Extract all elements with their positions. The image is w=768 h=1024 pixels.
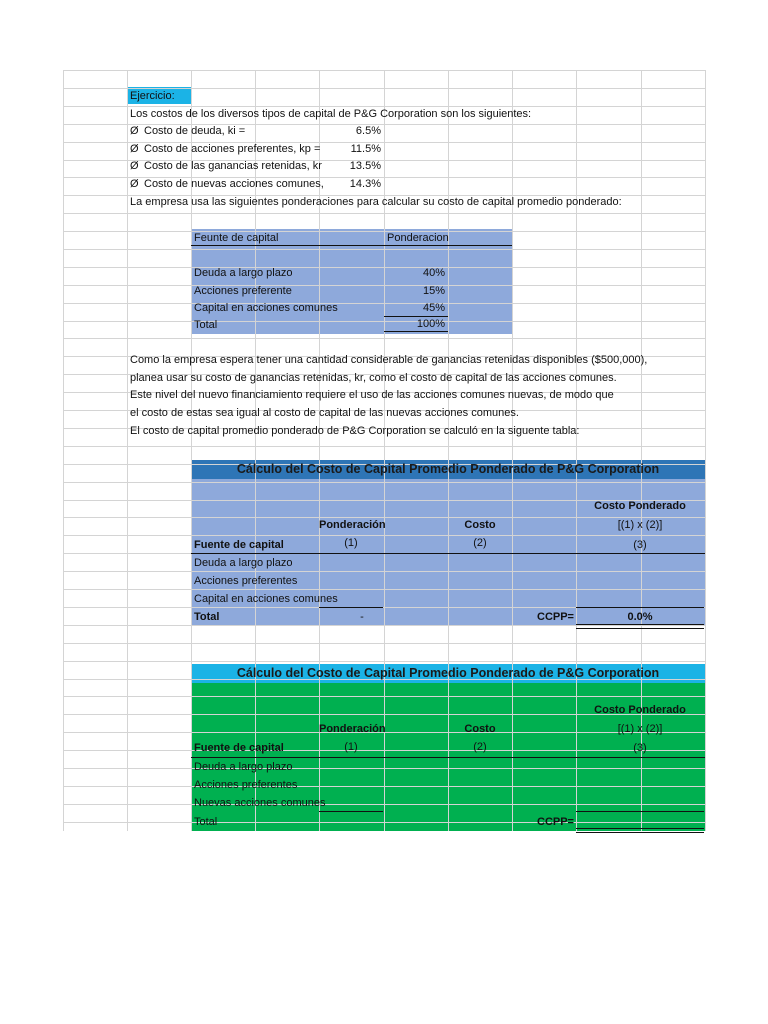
cost-value-retained: 13.5%: [349, 160, 381, 172]
table1-total-label: Total: [194, 611, 220, 623]
cost-label-new-common: Costo de nuevas acciones comunes,: [144, 178, 324, 190]
intro-line-2: La empresa usa las siguientes ponderaciones para calcular su costo de capital promedio ponderado:: [130, 196, 622, 208]
table2-col-weighted-num: (3): [633, 742, 647, 754]
table1-col-weighted-formula: [(1) x (2)]: [617, 519, 663, 531]
table1-subtotal-rule: [319, 607, 383, 608]
table2-col-weighted: Costo Ponderado: [594, 704, 686, 716]
table1-ccpp-double-rule: [576, 624, 704, 629]
table2-total-label: Total: [194, 816, 218, 828]
table2-title: Cálculo del Costo de Capital Promedio Ponderado de P&G Corporation: [236, 666, 660, 680]
weights-total-value: 100%: [416, 318, 445, 330]
table1-row-label: Capital en acciones comunes: [194, 593, 338, 605]
weights-row-label: Capital en acciones comunes: [194, 302, 338, 314]
bullet-icon: Ø: [130, 143, 139, 155]
bullet-icon: Ø: [130, 125, 139, 137]
table1-total-weight: -: [360, 611, 364, 623]
bullet-icon: Ø: [130, 178, 139, 190]
table2-subtotal-rule: [319, 811, 383, 812]
table1-ccpp-label: CCPP=: [537, 611, 574, 623]
weights-row-label: Acciones preferente: [194, 285, 292, 297]
table1-header-rule: [191, 553, 705, 554]
weights-header-source: Feunte de capital: [194, 232, 279, 244]
paragraph-line: El costo de capital promedio ponderado de P&G Corporation se calculó en la siguente tabla:: [130, 425, 580, 437]
table1-ccpp-value: 0.0%: [627, 611, 653, 623]
weights-header-weight: Ponderacion: [387, 232, 449, 244]
cost-value-preferred: 11.5%: [350, 143, 381, 155]
weights-header-rule: [191, 245, 512, 246]
cost-label-preferred: Costo de acciones preferentes, kp =: [144, 143, 321, 155]
paragraph-line: Como la empresa espera tener una cantidad considerable de ganancias retenidas disponibles ($500,000),: [130, 354, 648, 366]
table1-title: Cálculo del Costo de Capital Promedio Ponderado de P&G Corporation: [236, 462, 660, 476]
table1-col-weighted: Costo Ponderado: [594, 500, 686, 512]
table1-row-label: Acciones preferentes: [194, 575, 298, 587]
table1-col-weighted-num: (3): [633, 539, 647, 551]
bullet-icon: Ø: [130, 160, 139, 172]
table1-col-weight: Ponderación: [319, 519, 386, 531]
table1-weighted-rule: [576, 607, 704, 608]
cost-label-retained: Costo de las ganancias retenidas, kr: [144, 160, 322, 172]
table1-col-source: Fuente de capital: [194, 539, 284, 551]
table1-col-cost: Costo: [464, 519, 496, 531]
table2-row-label: Deuda a largo plazo: [194, 761, 293, 773]
table2-weighted-rule: [576, 811, 704, 812]
table2-col-weight-num: (1): [344, 741, 358, 753]
table2-col-weighted-formula: [(1) x (2)]: [617, 723, 663, 735]
weights-row-value: 15%: [422, 285, 445, 297]
paragraph-line: planea usar su costo de ganancias retenidas, kr, como el costo de capital de las acciones comunes.: [130, 372, 617, 384]
table2-col-source: Fuente de capital: [194, 742, 284, 754]
table2-ccpp-label: CCPP=: [537, 816, 574, 828]
table1-col-weight-num: (1): [344, 537, 358, 549]
table2-header-rule: [191, 757, 705, 758]
table1-col-cost-num: (2): [473, 537, 487, 549]
table2-ccpp-double-rule: [576, 828, 704, 833]
table2-row-label: Nuevas acciones comunes: [194, 797, 326, 809]
weights-total-bottom-rule: [384, 331, 448, 332]
cost-value-new-common: 14.3%: [349, 178, 381, 190]
weights-total-label: Total: [194, 319, 218, 331]
weights-row-value: 45%: [422, 302, 445, 314]
table2-col-weight: Ponderación: [319, 723, 386, 735]
cost-value-debt: 6.5%: [355, 125, 381, 137]
ejercicio-label: Ejercicio:: [130, 90, 175, 102]
table2-row-label: Acciones preferentes: [194, 779, 298, 791]
weights-row-label: Deuda a largo plazo: [194, 267, 293, 279]
table2-col-cost: Costo: [464, 723, 496, 735]
weights-row-value: 40%: [422, 267, 445, 279]
paragraph-line: el costo de estas sea igual al costo de capital de las nuevas acciones comunes.: [130, 407, 519, 419]
cost-label-debt: Costo de deuda, ki =: [144, 125, 246, 137]
paragraph-line: Este nivel del nuevo financiamiento requiere el uso de las acciones comunes nuevas, de modo que: [130, 389, 614, 401]
table1-row-label: Deuda a largo plazo: [194, 557, 293, 569]
intro-line-1: Los costos de los diversos tipos de capital de P&G Corporation son los siguientes:: [130, 108, 532, 120]
table2-col-cost-num: (2): [473, 741, 487, 753]
